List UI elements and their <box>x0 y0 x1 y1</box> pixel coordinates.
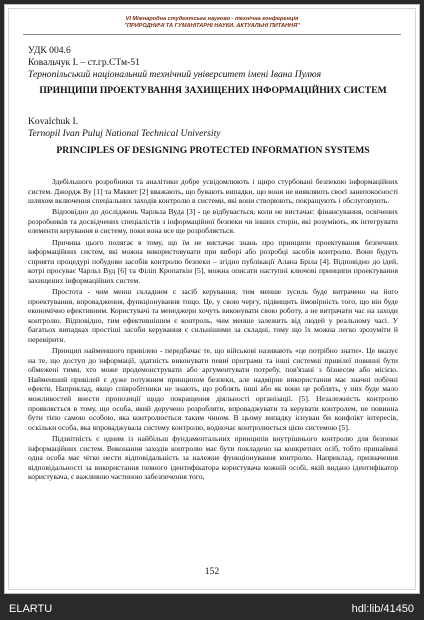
repository-footer <box>0 598 424 620</box>
affiliation-ukrainian: Тернопільський національний технічний університет імені Івана Пулюя <box>28 69 322 80</box>
repository-name[interactable]: ELARTU <box>9 603 53 615</box>
title-ukrainian: ПРИНЦИПИ ПРОЕКТУВАННЯ ЗАХИЩЕНИХ ІНФОРМАЦІЙНИХ СИСТЕМ <box>39 85 387 96</box>
document-page <box>4 4 420 594</box>
paragraph: Відповідно до досліджень Чарльза Вуда [3] - це відбувається, коли не вистачає: фінансування, освічених розробників та досвідчених спеціалістів з інформаційної безпеки чи інших сторін, які розуміють, як інтегрувати елементи керування в систему, поки вона все ще розробляється. <box>28 207 398 236</box>
article-body <box>28 177 398 483</box>
paragraph: Підзвітність є одним із найбільш фундаментальних принципів внутрішнього контролю для безпеки інформаційних систем. Виконання заходів контролю має бути покладено на конкретних осіб, тобто принаймні одна особа має чітко нести відповідальність за належне функціонування контролю. Наприклад, призначення відповідальності за використання певного ідентифікатора користувача кожній особі, якій видано ідентифікатор користувача, є важливою частиною забезпечення того, <box>28 433 398 482</box>
title-english: PRINCIPLES OF DESIGNING PROTECTED INFORMATION SYSTEMS <box>56 145 370 156</box>
conference-name: VI Міжнародна студентська науково - технічна конференція <box>125 16 299 22</box>
paragraph: Простота - чим менш складним є засіб керування, тим менше зусиль буде витрачено на його проектування, впровадження, функціонування тощо. Це, у свою чергу, підвищить ймовірність того, що він буде економічно ефективним. Користувачі та менеджери хочуть виконувати свою роботу, а не витрачати час на заходи контролю. Відповідно, тим ефективнішим є контроль, чим менше залежить від людей у реальному часі. У багатьох випадках простіші засоби керування є сильнішими за складні, тому що їх можна легко зрозуміти й перевірити. <box>28 287 398 344</box>
page-number: 152 <box>204 566 220 577</box>
affiliation-english: Ternopil Ivan Puluj National Technical University <box>28 128 221 139</box>
author-english: Kovalchuk I. <box>28 116 79 127</box>
author-ukrainian: Ковальчук І. – ст.гр.СТм-51 <box>28 57 140 68</box>
conference-header <box>23 13 401 35</box>
paragraph: Здебільшого розробники та аналітики добре усвідомлюють і щиро стурбовані безпекою інформаційних систем. Джордж Ву [1] та Маквет [2] вважають, що бувають випадки, що вони не виявляють своєї занепокоєності шляхом включення спеціальних заходів контролю в системи, які вони створюють, покращують і обслуговують. <box>28 177 398 206</box>
conference-theme: "ПРИРОДНИЧІ ТА ГУМАНІТАРНІ НАУКИ. АКТУАЛЬНІ ПИТАННЯ" <box>124 23 300 29</box>
paragraph: Причина цього полягає в тому, що їм не вистачає знань про принципи проектування безпечних інформаційних систем, які можна використовувати при виборі або розробці засобів контролю. Вони будуть сприяти процедурі побудови засобів контролю безпеки – згідно публікації Алана Брілa [4]. Відповідно до ідей, котрі просуває Чарльз Вуд [6] та Філіп Кропаткін [5], можна описати наступні ключові принципи проектування захищених інформаційних систем. <box>28 237 398 285</box>
udk-code: УДК 004.6 <box>28 45 71 56</box>
handle-id[interactable]: hdl:lib/41450 <box>351 603 414 615</box>
paragraph: Принцип найменшого привілею - передбачає те, що військові називають «це потрібно знати». Це вказує на те, що доступ до інформації, здатність виконувати певні програми та інші системні привілеї повинні бути обмежені тими, хто може продемонструвати або аргументувати потребу, пов'язані з бізнесом або місією. Найменший привілей є дуже потужним принципом безпеки, але надмірне використання має значні побічні ефекти. Наприклад, якщо співробітники не знають, що роблять інші або як вони це роблять, у них буде мало можливостей внести пропозиції щодо покращення діяльності організації. [5]. Незалежність контролю проявляється в тому, що особа, який доручено розробляти, впроваджувати та керувати контролем, не повинна бути тією самою особою, яка контролюється таким чином. В цьому випадку існуван би конфлікт інтересів, оскільки особа, яка впроваджувала систему контролю, водночас контролюється цією системою [5]. <box>28 346 398 432</box>
